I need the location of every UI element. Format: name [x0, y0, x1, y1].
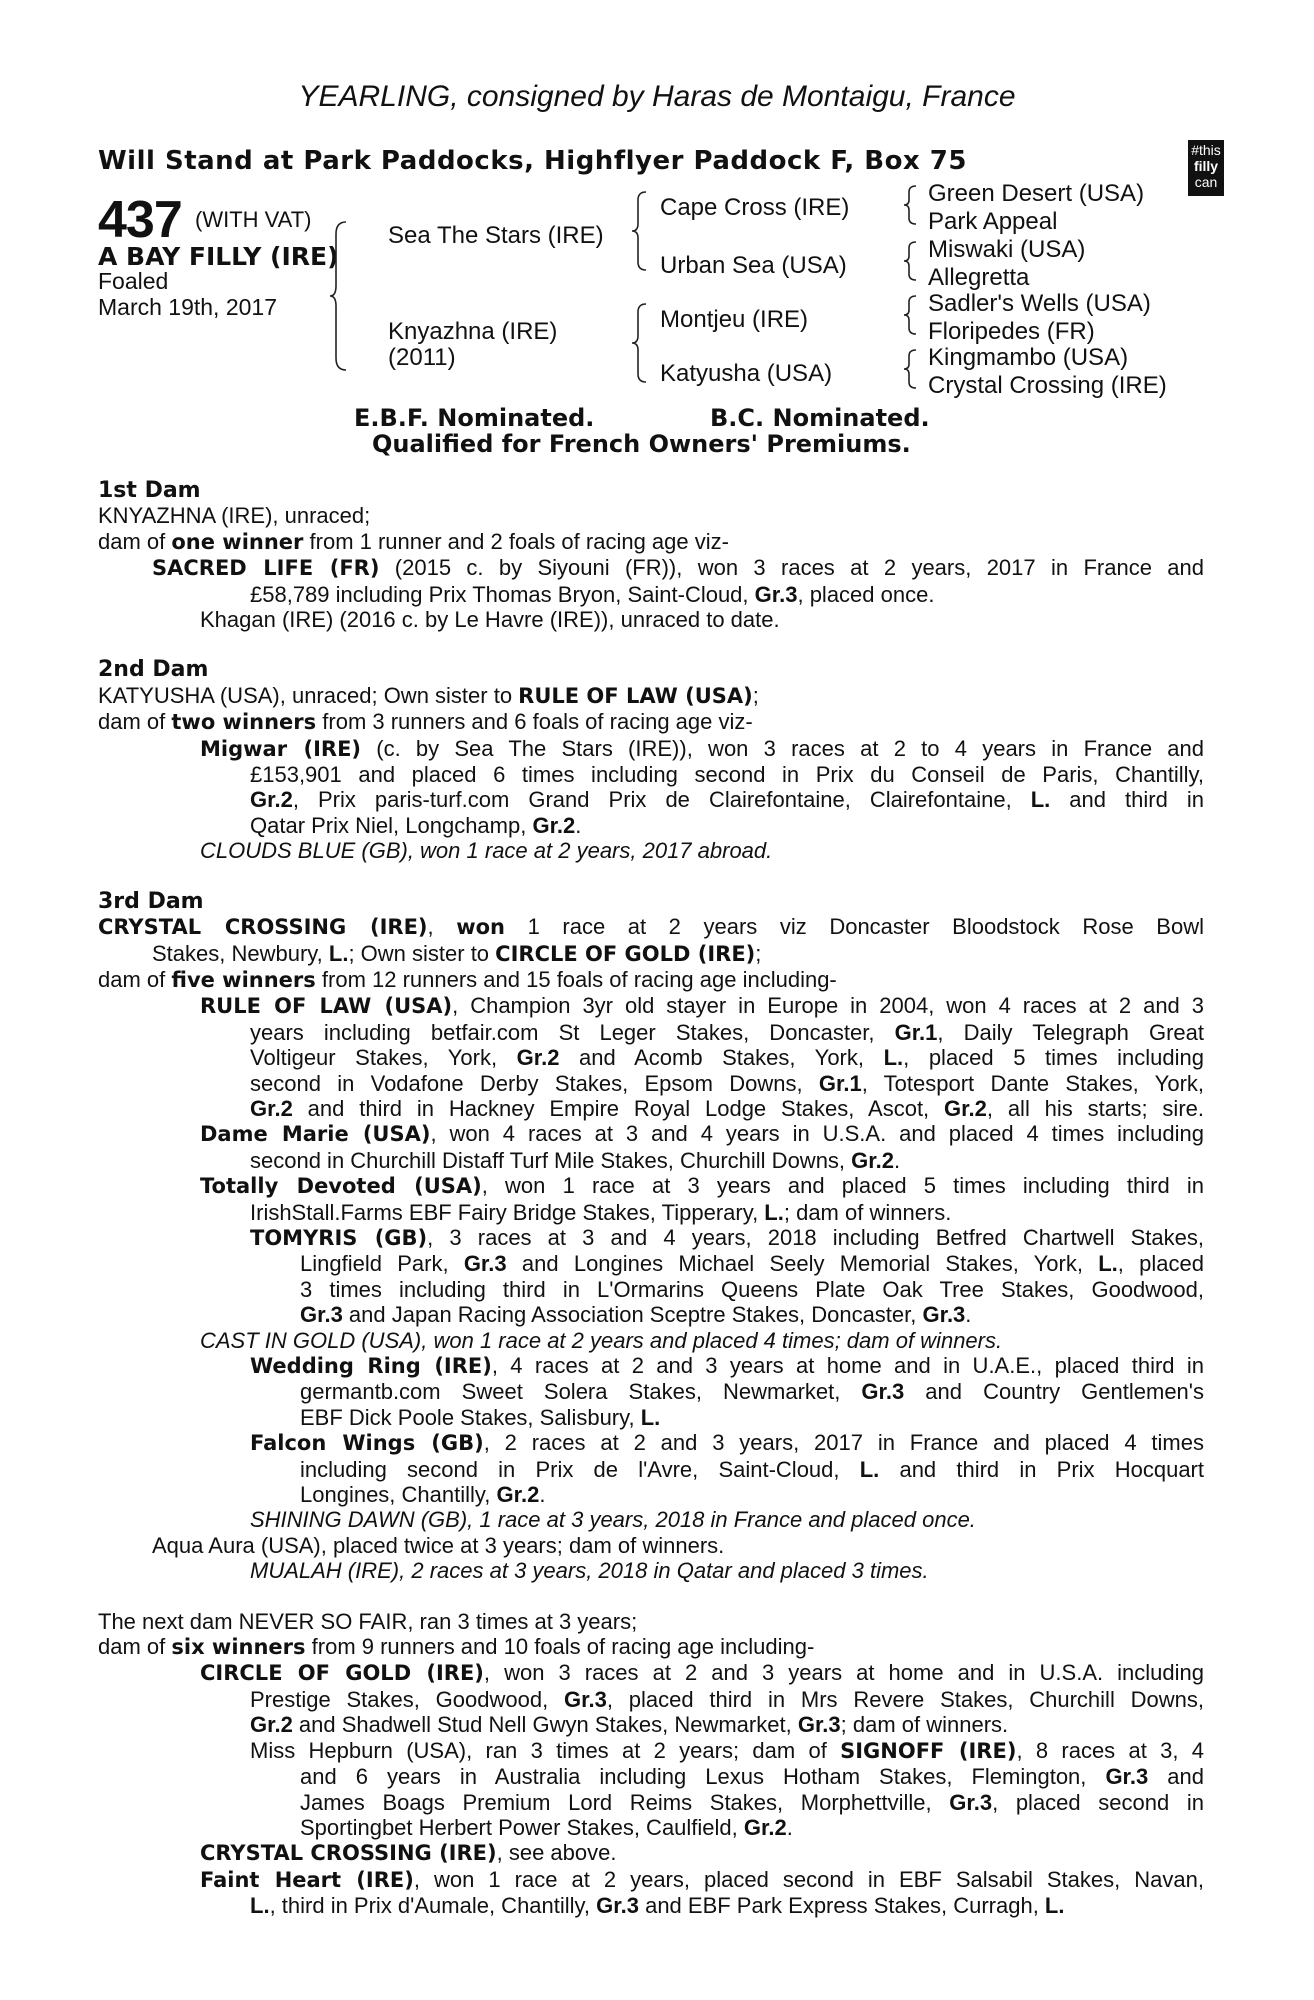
- text: IrishStall.Farms EBF Fairy Bridge Stakes, Tipperary,: [250, 1199, 765, 1225]
- text: (c. by Sea The Stars (IRE)), won 3 races at 2 to 4 years in France and: [361, 735, 1204, 761]
- text: , third in Prix d'Aumale, Chantilly,: [269, 1893, 597, 1919]
- produce-rule-of-law-cont: [98, 1096, 1204, 1121]
- text: , won 1 race at 2 years, placed second in EBF Salsabil Stakes, Navan,: [413, 1866, 1204, 1892]
- pedigree-brace-dam: [630, 302, 648, 384]
- text: Sportingbet Herbert Power Stakes, Caulfield,: [300, 1814, 744, 1840]
- text: , placed once.: [797, 581, 935, 607]
- produce-falcon-wings-cont: [98, 1457, 1204, 1482]
- grade: Gr.3: [797, 1712, 841, 1738]
- text: from 1 runner and 2 foals of racing age viz-: [303, 528, 729, 554]
- produce-wedding-ring-cont: [98, 1379, 1204, 1404]
- produce-migwar-cont: [98, 787, 1204, 812]
- grade: Gr.3: [1105, 1764, 1149, 1790]
- produce-sacred-life: [98, 555, 1204, 581]
- bc-nominated: B.C. Nominated.: [710, 404, 930, 432]
- grade: Gr.2: [743, 1814, 787, 1840]
- winner-count: two winners: [171, 710, 317, 735]
- pedigree-brace-sire: [630, 190, 648, 272]
- produce-dame-marie-cont: [98, 1148, 1204, 1173]
- pedigree-g1: Green Desert (USA): [928, 180, 1145, 207]
- text: second in Churchill Distaff Turf Mile Stakes, Churchill Downs,: [250, 1147, 852, 1173]
- text: from 9 runners and 10 foals of racing age including-: [305, 1634, 815, 1660]
- foaled-date: March 19th, 2017: [98, 294, 278, 320]
- produce-migwar-cont: £153,901 and placed 6 times including second in Prix du Conseil de Paris, Chantilly,: [250, 762, 1204, 788]
- produce-circle-of-gold-cont: [98, 1687, 1204, 1712]
- text: years including betfair.com St Leger Stakes, Doncaster,: [250, 1019, 895, 1045]
- text: and: [1148, 1764, 1204, 1790]
- grade: Gr.3: [596, 1893, 639, 1919]
- text: , Daily Telegraph Great: [937, 1019, 1204, 1045]
- page-header: YEARLING, consigned by Haras de Montaigu, France: [298, 80, 1016, 113]
- produce-rule-of-law-cont: [98, 1020, 1204, 1045]
- horse-name-bold: TOMYRIS (GB): [250, 1225, 428, 1250]
- text: and Country Gentlemen's: [904, 1379, 1204, 1405]
- produce-falcon-wings: [98, 1430, 1204, 1456]
- grade: L.: [1098, 1251, 1118, 1277]
- horse-name-bold: Wedding Ring (IRE): [250, 1354, 492, 1378]
- grade: L.: [1044, 1893, 1065, 1919]
- text: Stakes, Newbury,: [152, 940, 329, 966]
- grade: L.: [859, 1456, 880, 1482]
- produce-miss-hepburn: [98, 1738, 1204, 1764]
- text: including second in Prix de l'Avre, Saint-Cloud,: [300, 1456, 860, 1482]
- horse-name-bold: Falcon Wings (GB): [250, 1431, 484, 1456]
- winner-count: one winner: [171, 529, 304, 554]
- text: 1 race at 2 years viz Doncaster Bloodstock Rose Bowl: [505, 914, 1204, 940]
- text: , won 1 race at 3 years and placed 5 times including third in: [481, 1173, 1205, 1199]
- pedigree-brace-g78: [902, 348, 918, 390]
- produce-circle-of-gold-cont: [98, 1712, 1204, 1737]
- text: , all his starts; sire.: [986, 1095, 1204, 1121]
- produce-khagan: Khagan (IRE) (2016 c. by Le Havre (IRE)), unraced to date.: [200, 607, 780, 633]
- text: dam of: [98, 528, 172, 554]
- horse-name-bold: SACRED LIFE (FR): [152, 556, 380, 581]
- produce-circle-of-gold: [98, 1660, 1204, 1686]
- text: ;: [755, 940, 762, 966]
- text: ;: [752, 682, 759, 708]
- third-dam-produce-line: [98, 967, 1204, 993]
- text: and 6 years in Australia including Lexus Hotham Stakes, Flemington,: [300, 1764, 1106, 1790]
- produce-crystal-crossing: [98, 1840, 1204, 1866]
- pedigree-sire-dam: Urban Sea (USA): [660, 252, 847, 279]
- text: Longines, Chantilly,: [300, 1482, 497, 1508]
- text: .: [539, 1482, 546, 1508]
- won-bold: won: [456, 915, 505, 940]
- grade: L.: [764, 1199, 784, 1225]
- horse-name-bold: CRYSTAL CROSSING (IRE): [98, 915, 428, 940]
- horse-name-bold: Migwar (IRE): [200, 736, 362, 761]
- produce-tomyris-cont: 3 times including third in L'Ormarins Queens Plate Oak Tree Stakes, Goodwood,: [300, 1276, 1204, 1302]
- pedigree-brace-main: [328, 220, 348, 372]
- next-dam-produce-line: [98, 1634, 1204, 1660]
- text: Qatar Prix Niel, Longchamp,: [250, 812, 533, 838]
- text: , placed third in Mrs Revere Stakes, Churchill Downs,: [606, 1686, 1204, 1712]
- next-dam-line: The next dam NEVER SO FAIR, ran 3 times at 3 years;: [98, 1608, 638, 1634]
- produce-migwar: [98, 736, 1204, 762]
- grade: L.: [1030, 787, 1051, 813]
- produce-mualah: MUALAH (IRE), 2 races at 3 years, 2018 in Qatar and placed 3 times.: [250, 1558, 929, 1584]
- text: , Champion 3yr old stayer in Europe in 2004, won 4 races at 2 and 3: [452, 993, 1204, 1019]
- third-dam-line-cont: [98, 941, 1204, 967]
- produce-miss-hepburn-cont: [98, 1790, 1204, 1815]
- text: (2015 c. by Siyouni (FR)), won 3 races at 2 years, 2017 in France and: [379, 555, 1204, 581]
- grade: Gr.1: [818, 1070, 862, 1096]
- text: second in Vodafone Derby Stakes, Epsom Downs,: [250, 1070, 819, 1096]
- text: from 12 runners and 15 foals of racing age including-: [315, 966, 837, 992]
- horse-name-bold: Totally Devoted (USA): [200, 1174, 482, 1199]
- grade: Gr.3: [300, 1302, 343, 1328]
- pedigree-sire: Sea The Stars (IRE): [388, 222, 604, 249]
- grade: L.: [328, 940, 349, 966]
- text: .: [786, 1814, 793, 1840]
- grade: L.: [883, 1045, 904, 1071]
- grade: Gr.2: [250, 787, 293, 813]
- text: ; Own sister to: [348, 940, 496, 966]
- text: EBF Dick Poole Stakes, Salisbury,: [300, 1404, 641, 1430]
- text: Miss Hepburn (USA), ran 3 times at 2 years; dam of: [250, 1737, 841, 1763]
- text: dam of: [98, 966, 172, 992]
- ebf-nominated: E.B.F. Nominated.: [354, 404, 595, 432]
- second-dam-heading: 2nd Dam: [98, 657, 209, 683]
- stand-location: Will Stand at Park Paddocks, Highflyer Paddock F, Box 75: [98, 146, 967, 176]
- produce-faint-heart-cont: [98, 1893, 1204, 1918]
- pedigree-brace-g56: [902, 294, 918, 336]
- text: , placed second in: [992, 1789, 1204, 1815]
- horse-name-bold: CRYSTAL CROSSING (IRE): [200, 1841, 497, 1866]
- text: dam of: [98, 1634, 172, 1660]
- horse-name-bold: CIRCLE OF GOLD (IRE): [200, 1661, 484, 1686]
- produce-sacred-life-cont: [98, 582, 1204, 607]
- horse-name: A BAY FILLY (IRE): [98, 242, 339, 271]
- text: .: [965, 1302, 972, 1328]
- text: KATYUSHA (USA), unraced; Own sister to: [98, 682, 519, 708]
- catalogue-body: [98, 478, 1204, 1919]
- horse-name-bold: SIGNOFF (IRE): [840, 1738, 1017, 1763]
- text: Lingfield Park,: [300, 1251, 464, 1277]
- grade: Gr.2: [250, 1712, 293, 1738]
- pedigree-dam-sire: Montjeu (IRE): [660, 306, 809, 333]
- produce-faint-heart: [98, 1867, 1204, 1893]
- produce-wedding-ring-cont: [98, 1405, 1204, 1430]
- second-dam-line: [98, 683, 1204, 709]
- text: , Prix paris-turf.com Grand Prix de Clairefontaine, Clairefontaine,: [292, 787, 1031, 813]
- produce-tomyris-cont: [98, 1251, 1204, 1276]
- grade: Gr.2: [496, 1482, 540, 1508]
- second-dam-produce-line: [98, 709, 1204, 735]
- produce-migwar-cont: [98, 813, 1204, 838]
- grade: Gr.3: [861, 1379, 905, 1405]
- text: .: [575, 812, 582, 838]
- text: , see above.: [496, 1840, 617, 1866]
- pedigree-dam-year: (2011): [388, 344, 456, 371]
- horse-name-bold: Dame Marie (USA): [200, 1122, 431, 1147]
- horse-name-bold: CIRCLE OF GOLD (IRE): [495, 941, 756, 966]
- text: , placed 5 times including: [903, 1045, 1205, 1071]
- produce-dame-marie: [98, 1121, 1204, 1147]
- text: £58,789 including Prix Thomas Bryon, Saint-Cloud,: [250, 581, 755, 607]
- first-dam-produce-line: [98, 529, 1204, 555]
- text: and third in: [1050, 787, 1204, 813]
- text: , 3 races at 3 and 4 years, 2018 including Betfred Chartwell Stakes,: [427, 1224, 1205, 1250]
- text: germantb.com Sweet Solera Stakes, Newmarket,: [300, 1379, 862, 1405]
- produce-clouds-blue: CLOUDS BLUE (GB), won 1 race at 2 years, 2017 abroad.: [200, 838, 773, 864]
- lot-number: 437: [98, 191, 182, 249]
- pedigree-g2: Park Appeal: [928, 208, 1058, 235]
- text: , won 3 races at 2 and 3 years at home and in U.S.A. including: [483, 1660, 1204, 1686]
- winner-count: six winners: [171, 1635, 306, 1660]
- produce-miss-hepburn-cont: [98, 1815, 1204, 1840]
- grade: Gr.2: [250, 1095, 293, 1121]
- produce-tomyris: [98, 1225, 1204, 1251]
- text: , won 4 races at 3 and 4 years in U.S.A. and placed 4 times including: [430, 1121, 1204, 1147]
- horse-name-bold: RULE OF LAW (USA): [200, 994, 453, 1019]
- text: .: [893, 1147, 901, 1173]
- badge-line-1: #this: [1191, 142, 1221, 158]
- text: and third in Hackney Empire Royal Lodge Stakes, Ascot,: [292, 1095, 945, 1121]
- grade: L.: [250, 1893, 270, 1919]
- pedigree-brace-g12: [902, 184, 918, 226]
- produce-tomyris-cont: [98, 1302, 1204, 1327]
- grade: Gr.1: [894, 1019, 938, 1045]
- horse-name-bold: Faint Heart (IRE): [200, 1867, 414, 1892]
- text: , 4 races at 2 and 3 years at home and in U.A.E., placed third in: [491, 1353, 1205, 1378]
- produce-rule-of-law-cont: [98, 1071, 1204, 1096]
- grade: Gr.3: [463, 1251, 507, 1277]
- grade: L.: [640, 1404, 661, 1430]
- produce-rule-of-law: [98, 993, 1204, 1019]
- horse-name-bold: RULE OF LAW (USA): [518, 683, 753, 708]
- produce-falcon-wings-cont: [98, 1482, 1204, 1507]
- grade: Gr.2: [516, 1045, 560, 1071]
- grade: Gr.2: [851, 1147, 894, 1173]
- pedigree-g7: Kingmambo (USA): [928, 344, 1129, 371]
- text: and Japan Racing Association Sceptre Stakes, Doncaster,: [342, 1302, 923, 1328]
- produce-cast-in-gold: CAST IN GOLD (USA), won 1 race at 2 years and placed 4 times; dam of winners.: [200, 1327, 1003, 1353]
- first-dam-line: KNYAZHNA (IRE), unraced;: [98, 503, 371, 529]
- pedigree-g4: Allegretta: [928, 264, 1030, 291]
- vat-label: (WITH VAT): [195, 207, 312, 232]
- grade: Gr.3: [754, 581, 798, 607]
- pedigree-g5: Sadler's Wells (USA): [928, 290, 1151, 317]
- text: , 2 races at 2 and 3 years, 2017 in France and placed 4 times: [483, 1430, 1204, 1456]
- text: Voltigeur Stakes, York,: [250, 1045, 517, 1071]
- winner-count: five winners: [171, 967, 316, 992]
- third-dam-line: [98, 914, 1204, 940]
- grade: Gr.3: [922, 1302, 966, 1328]
- text: , placed: [1117, 1251, 1204, 1277]
- pedigree-g3: Miswaki (USA): [928, 236, 1086, 263]
- produce-miss-hepburn-cont: [98, 1764, 1204, 1789]
- text: Prestige Stakes, Goodwood,: [250, 1686, 565, 1712]
- text: from 3 runners and 6 foals of racing age viz-: [316, 709, 753, 735]
- text: ,: [427, 914, 457, 940]
- badge-line-3: can: [1194, 174, 1218, 190]
- text: and EBF Park Express Stakes, Curragh,: [638, 1893, 1045, 1919]
- text: and Acomb Stakes, York,: [559, 1045, 884, 1071]
- grade: Gr.3: [949, 1789, 993, 1815]
- produce-wedding-ring: [98, 1353, 1204, 1379]
- text: and Shadwell Stud Nell Gwyn Stakes, Newmarket,: [292, 1712, 798, 1738]
- produce-shining-dawn: SHINING DAWN (GB), 1 race at 3 years, 2018 in France and placed once.: [250, 1507, 976, 1533]
- foaled-label: Foaled: [98, 268, 169, 294]
- pedigree-sire-sire: Cape Cross (IRE): [660, 194, 850, 221]
- third-dam-heading: 3rd Dam: [98, 888, 204, 914]
- text: James Boags Premium Lord Reims Stakes, Morphettville,: [300, 1789, 950, 1815]
- pedigree-dam-dam: Katyusha (USA): [660, 360, 833, 387]
- grade: Gr.3: [564, 1686, 607, 1712]
- text: ; dam of winners.: [783, 1199, 952, 1225]
- first-dam-heading: 1st Dam: [98, 478, 201, 503]
- produce-totally-devoted-cont: [98, 1200, 1204, 1225]
- text: , Totesport Dante Stakes, York,: [861, 1070, 1205, 1096]
- this-filly-can-logo: [1188, 140, 1224, 196]
- grade: Gr.2: [532, 812, 576, 838]
- pedigree-g8: Crystal Crossing (IRE): [928, 372, 1167, 399]
- pedigree-g6: Floripedes (FR): [928, 318, 1095, 345]
- text: and third in Prix Hocquart: [879, 1456, 1204, 1482]
- produce-aqua-aura: Aqua Aura (USA), placed twice at 3 years; dam of winners.: [152, 1532, 725, 1558]
- text: dam of: [98, 709, 172, 735]
- produce-totally-devoted: [98, 1173, 1204, 1199]
- badge-line-2: filly: [1193, 158, 1219, 174]
- pedigree-dam: Knyazhna (IRE): [388, 318, 558, 345]
- produce-rule-of-law-cont: [98, 1045, 1204, 1070]
- text: and Longines Michael Seely Memorial Stakes, York,: [506, 1251, 1099, 1277]
- text: , 8 races at 3, 4: [1016, 1737, 1204, 1763]
- grade: Gr.2: [944, 1095, 987, 1121]
- text: ; dam of winners.: [840, 1712, 1009, 1738]
- french-premiums: Qualified for French Owners' Premiums.: [372, 430, 911, 458]
- pedigree-brace-g34: [902, 240, 918, 282]
